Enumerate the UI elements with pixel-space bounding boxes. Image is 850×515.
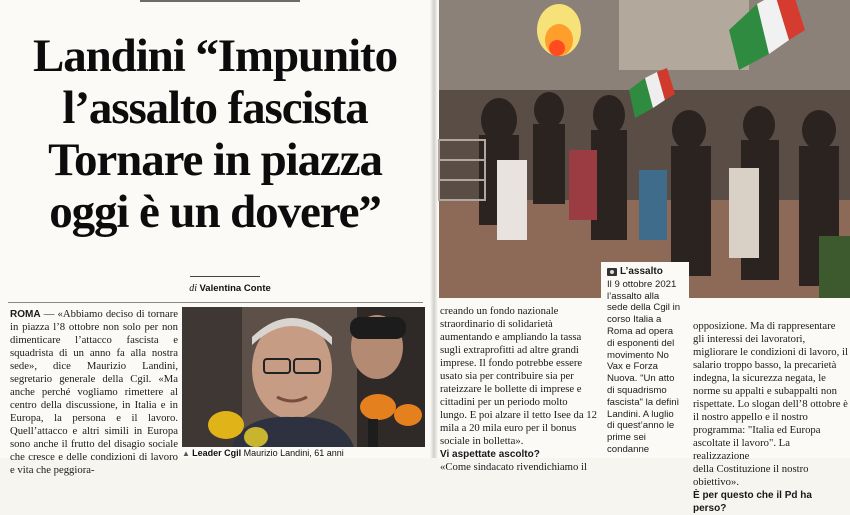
- top-rule: [140, 0, 300, 2]
- byline-rule: [190, 276, 260, 277]
- byline: [150, 282, 310, 295]
- landini-photo: [182, 307, 425, 447]
- caption-tag: Leader Cgil: [192, 448, 242, 458]
- article-body: [10, 308, 178, 477]
- assault-title-text: L’assalto: [620, 266, 663, 277]
- headline-line-1: [10, 30, 420, 82]
- question-heading: Vi aspettate ascolto?: [440, 449, 540, 460]
- headline-line-3: Tornare in piazza: [48, 134, 382, 186]
- assault-photo-illustration: [439, 0, 850, 298]
- interview-column-right: [693, 320, 848, 515]
- photo-caption: [182, 448, 425, 460]
- article-text: — «Abbiamo deciso di tornare in piazza l’8 ottobre non solo per non dimenticare l’attacco fascista e squadrista di un anno fa alla nostra sede», dice Maurizio Landini, segretario generale della Cgil. «Ma anche perché vogliamo rimettere al centro della discussione, in Italia e in Europa, la persona e il lavoro. Quell’attacco e altri simili in Europa sono anche il frutto del disagio sociale che cresce e delle condizioni di lavoro e vita che peggiora-: [10, 308, 178, 476]
- caption-arrow-icon: ▲: [182, 449, 193, 458]
- headline: [10, 30, 420, 238]
- headline-name: Landini: [32, 30, 185, 82]
- caption-text: Maurizio Landini, 61 anni: [241, 448, 344, 458]
- middle-column-text: creando un fondo nazionale straordinario di solidarietà aumentando e ampliando la tassa sugli extraprofitti ad altre grandi imprese. Il fondo potrebbe essere usato sia per contribuire sia per rateizzare le bollette di imprese e cittadini per un periodo molto lungo. E poi alzare il tetto Isee da 12 mila a 20 mila euro per il bonus sociale in bolletta».: [440, 305, 597, 447]
- byline-prefix: di: [189, 283, 200, 294]
- article-dateline: ROMA: [10, 309, 41, 320]
- landini-photo-illustration: [182, 307, 425, 447]
- left-page: [0, 0, 430, 476]
- headline-line-2: l’assalto fascista: [62, 82, 368, 134]
- question-heading-2: È per questo che il Pd ha perso?: [693, 490, 812, 514]
- assault-photo: [439, 0, 850, 298]
- byline-author: Valentina Conte: [199, 283, 271, 294]
- assault-text: Il 9 ottobre 2021 l’assalto alla sede della Cgil in corso Italia a Roma ad opera di esponenti del movimento No Vax e Forza Nuova. "Un atto di squadrismo fascista" la definì Landini. A luglio di quest’anno le prime sei condanne: [607, 278, 681, 455]
- interview-column-middle: [440, 305, 600, 474]
- assault-sidebar: [601, 262, 689, 458]
- assault-title: [607, 266, 689, 278]
- article-rule: [8, 302, 423, 303]
- camera-icon: [607, 268, 617, 276]
- right-column-text: opposizione. Ma di rappresentare gli interessi dei lavoratori, migliorare le condizioni di lavoro, il salario troppo basso, la precarietà indegna, la sicurezza negata, le norme su appalti e subappalti non rispettate. Lo slogan dell’8 ottobre è il nostro appello e il nostro programma: "Italia ed Europa ascoltate il lavoro". La realizzazione della Costituzione il nostro obiettivo».: [693, 320, 848, 488]
- headline-quote-start: “Impunito: [184, 30, 397, 82]
- answer-text: «Come sindacato rivendichiamo il: [440, 461, 587, 473]
- page-gutter: [430, 0, 438, 458]
- headline-line-4: oggi è un dovere”: [49, 186, 381, 238]
